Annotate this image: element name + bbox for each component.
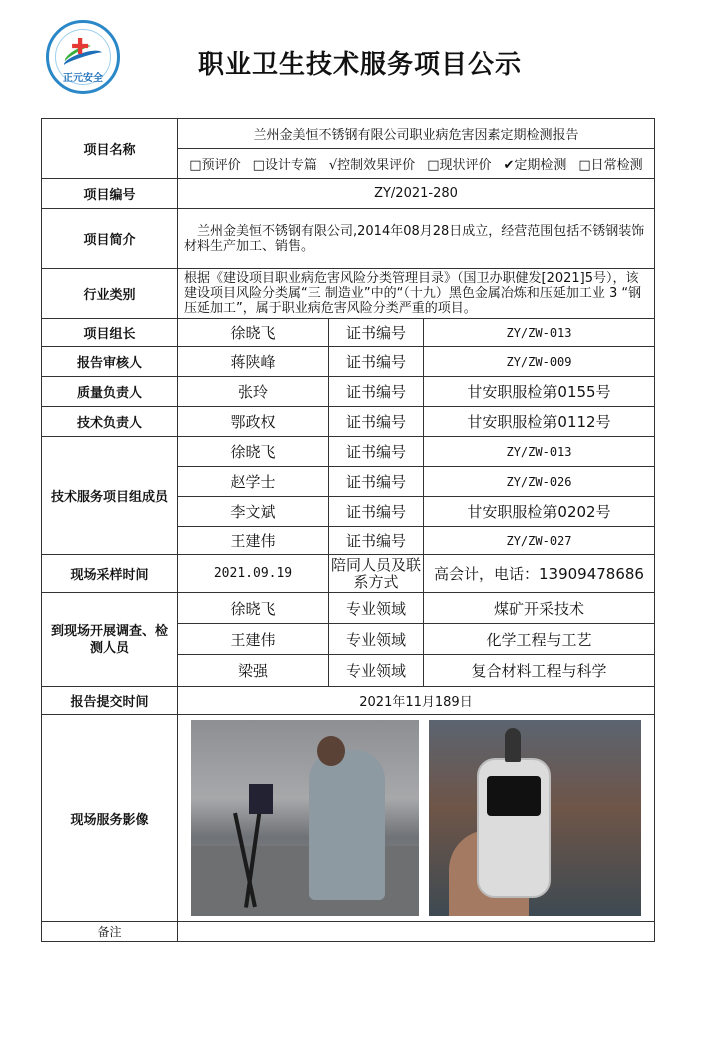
cert-label: 证书编号 (329, 319, 424, 347)
companion-contact: 高会计，电话：13909478686 (424, 555, 655, 593)
option-control-effect: √控制效果评价 (328, 158, 416, 173)
companion-label: 陪同人员及联系方式 (329, 555, 424, 593)
quality-label: 质量负责人 (42, 377, 178, 407)
option-design: □设计专篇 (252, 158, 317, 173)
survey-label: 到现场开展调查、检测人员 (42, 593, 178, 687)
reviewer-label: 报告审核人 (42, 347, 178, 377)
project-intro-cell (178, 209, 655, 269)
survey-name: 徐晓飞 (178, 593, 329, 624)
field-label: 专业领域 (329, 593, 424, 624)
submit-label: 报告提交时间 (42, 687, 178, 715)
project-info-table (41, 118, 655, 942)
members-label: 技术服务项目组成员 (42, 437, 178, 555)
project-intro-text: 兰州金美恒不锈钢有限公司,2014年08月28日成立，经营范围包括不锈钢装饰材料生产加工、销售。 (184, 223, 645, 254)
option-periodic-test: ✔定期检测 (503, 158, 567, 173)
cert-label: 证书编号 (329, 497, 424, 527)
cert-label: 证书编号 (329, 467, 424, 497)
project-type-options (178, 149, 655, 179)
industry-label: 行业类别 (42, 269, 178, 319)
logo-cross-icon: ✚ (71, 35, 90, 60)
team-leader-label: 项目组长 (42, 319, 178, 347)
technical-label: 技术负责人 (42, 407, 178, 437)
project-intro-label: 项目简介 (42, 209, 178, 269)
team-leader-name: 徐晓飞 (178, 319, 329, 347)
remarks-value (178, 922, 655, 942)
field-label: 专业领域 (329, 655, 424, 687)
field-label: 专业领域 (329, 624, 424, 655)
option-daily-test: □日常检测 (578, 158, 643, 173)
project-name-value: 兰州金美恒不锈钢有限公司职业病危害因素定期检测报告 (178, 119, 655, 149)
member-name: 徐晓飞 (178, 437, 329, 467)
project-number-value: ZY/2021-280 (178, 179, 655, 209)
images-cell (178, 715, 655, 922)
quality-name: 张玲 (178, 377, 329, 407)
survey-field: 煤矿开采技术 (424, 593, 655, 624)
member-cert: ZY/ZW-013 (424, 437, 655, 467)
site-photo-sampling (191, 720, 419, 916)
sampling-label: 现场采样时间 (42, 555, 178, 593)
survey-field: 复合材料工程与科学 (424, 655, 655, 687)
quality-cert: 甘安职服检第0155号 (424, 377, 655, 407)
site-photo-noise-meter (429, 720, 641, 916)
project-number-label: 项目编号 (42, 179, 178, 209)
page-title: 职业卫生技术服务项目公示 (197, 50, 522, 80)
submit-date: 2021年11月189日 (178, 687, 655, 715)
project-name-label: 项目名称 (42, 119, 178, 179)
cert-label: 证书编号 (329, 437, 424, 467)
survey-field: 化学工程与工艺 (424, 624, 655, 655)
logo-text: 正元安全 (63, 73, 103, 84)
cert-label: 证书编号 (329, 347, 424, 377)
option-status-evaluation: □现状评价 (427, 158, 492, 173)
cert-label: 证书编号 (329, 527, 424, 555)
technical-cert: 甘安职服检第0112号 (424, 407, 655, 437)
team-leader-cert: ZY/ZW-013 (424, 319, 655, 347)
survey-name: 梁强 (178, 655, 329, 687)
member-cert: 甘安职服检第0202号 (424, 497, 655, 527)
option-pre-evaluation: □预评价 (189, 158, 241, 173)
cert-label: 证书编号 (329, 377, 424, 407)
member-cert: ZY/ZW-026 (424, 467, 655, 497)
reviewer-name: 蒋陕峰 (178, 347, 329, 377)
reviewer-cert: ZY/ZW-009 (424, 347, 655, 377)
industry-cell (178, 269, 655, 319)
member-cert: ZY/ZW-027 (424, 527, 655, 555)
cert-label: 证书编号 (329, 407, 424, 437)
member-name: 李文斌 (178, 497, 329, 527)
industry-text: 根据《建设项目职业病危害风险分类管理目录》（国卫办职健发[2021]5号），该建设项目风险分类属“三 制造业”中的“（十九）黑色金属冶炼和压延加工业 3 “钢压延加工”，属于职业病危害风险分类严重的项目。 (184, 271, 642, 316)
member-name: 赵学士 (178, 467, 329, 497)
survey-name: 王建伟 (178, 624, 329, 655)
technical-name: 鄂政权 (178, 407, 329, 437)
sampling-date: 2021.09.19 (178, 555, 329, 593)
images-label: 现场服务影像 (42, 715, 178, 922)
remarks-label: 备注 (42, 922, 178, 942)
member-name: 王建伟 (178, 527, 329, 555)
